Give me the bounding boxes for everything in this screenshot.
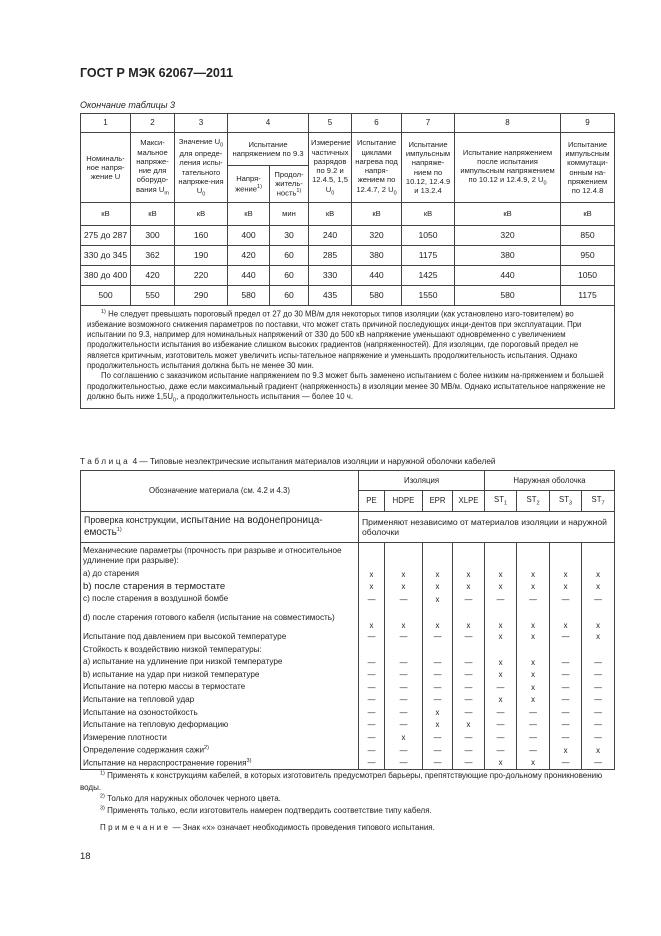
table-cell: x xyxy=(517,568,550,581)
table-cell: 320 xyxy=(455,226,561,246)
table-cell xyxy=(453,643,485,656)
header-post-impulse: Испытание напряжением после испытания импульсным напряжением по 10.12 и 12.4.9, 2 $U_0$ xyxy=(455,133,561,203)
table-cell: — xyxy=(385,593,423,606)
table-cell: 420 xyxy=(131,266,175,286)
table-row xyxy=(81,246,615,266)
row-label: c) после старения в воздушной бомбе xyxy=(81,593,359,606)
table-cell: — xyxy=(385,681,423,694)
table-cell: — xyxy=(359,744,385,757)
row-label: Испытание на озоностойкость xyxy=(81,706,359,719)
row-label: Испытание на тепловой удар xyxy=(81,694,359,707)
table-cell: x xyxy=(359,581,385,594)
table-cell: x xyxy=(485,581,517,594)
table-cell: — xyxy=(485,706,517,719)
table-cell: — xyxy=(550,706,582,719)
table-cell: — xyxy=(385,669,423,682)
table-cell: 580 xyxy=(455,286,561,306)
table-cell: — xyxy=(385,706,423,719)
table-cell: 330 xyxy=(309,266,352,286)
table-cell: x xyxy=(517,581,550,594)
table-cell xyxy=(517,543,550,569)
row-label: а) до старения xyxy=(81,568,359,581)
table-cell: 380 xyxy=(455,246,561,266)
table-cell: 550 xyxy=(131,286,175,306)
table-cell: — xyxy=(385,757,423,770)
table-cell: x xyxy=(550,744,582,757)
table-cell: x xyxy=(485,757,517,770)
table-cell: — xyxy=(485,732,517,745)
col-number: 5 xyxy=(309,114,352,133)
table-cell: x xyxy=(423,568,453,581)
table-row xyxy=(81,757,615,770)
col-number: 4 xyxy=(228,114,309,133)
table-cell: x xyxy=(485,606,517,631)
unit-cell: кВ xyxy=(352,203,402,226)
table-cell: x xyxy=(485,669,517,682)
header-u0: Значение $U_0$ для опреде-ления испы-тательного напряже-ния $U_0$ xyxy=(175,133,228,203)
row-label: Испытание на потерю массы в термостате xyxy=(81,681,359,694)
table-cell: — xyxy=(550,694,582,707)
table-cell: — xyxy=(550,757,582,770)
table-cell: 60 xyxy=(270,286,309,306)
table-cell: — xyxy=(359,719,385,732)
table-cell: — xyxy=(582,669,615,682)
table-cell: x xyxy=(423,606,453,631)
row-label: Испытание на тепловую деформацию xyxy=(81,719,359,732)
table-row xyxy=(81,643,615,656)
table-cell: 362 xyxy=(131,246,175,266)
table-cell: x xyxy=(517,606,550,631)
table-cell: x xyxy=(582,606,615,631)
document-header: ГОСТ Р МЭК 62067—2011 xyxy=(80,66,234,80)
table-cell: — xyxy=(550,669,582,682)
table-cell: — xyxy=(582,681,615,694)
unit-cell: кВ xyxy=(455,203,561,226)
table-cell: x xyxy=(385,606,423,631)
table-cell: — xyxy=(423,631,453,644)
table-cell: — xyxy=(385,744,423,757)
col-number: 2 xyxy=(131,114,175,133)
table-cell xyxy=(517,643,550,656)
table-cell: 500 xyxy=(81,286,131,306)
table-row xyxy=(81,606,615,631)
table-row xyxy=(81,581,615,594)
table-cell: 850 xyxy=(561,226,615,246)
table-cell: — xyxy=(550,719,582,732)
table-cell: — xyxy=(423,694,453,707)
footnote-2: $^{2)}$ Только для наружных оболочек черного цвета. xyxy=(100,793,281,804)
table-cell xyxy=(485,643,517,656)
page-number: 18 xyxy=(80,851,91,862)
table-4-note: Примечание — Знак «x» означает необходимость проведения типового испытания. xyxy=(100,823,435,833)
table-cell: x xyxy=(453,719,485,732)
row-label: Измерение плотности xyxy=(81,732,359,745)
table-row xyxy=(81,656,615,669)
table-row xyxy=(81,732,615,745)
table-cell: — xyxy=(359,669,385,682)
row-label: d) после старения готового кабеля (испытание на совместимость) xyxy=(81,606,359,631)
table-cell: — xyxy=(550,656,582,669)
table-cell: x xyxy=(423,593,453,606)
table-cell: — xyxy=(453,732,485,745)
table-cell: 1425 xyxy=(402,266,455,286)
table-cell xyxy=(359,543,385,569)
construction-check-value: Применяют независимо от материалов изоляции и наружной оболочки xyxy=(359,512,615,543)
table-cell: — xyxy=(453,744,485,757)
table-cell: 275 до 287 xyxy=(81,226,131,246)
material-epr: EPR xyxy=(423,491,453,512)
table-row xyxy=(81,266,615,286)
table-cell xyxy=(385,543,423,569)
table-cell: 30 xyxy=(270,226,309,246)
table-cell: x xyxy=(453,606,485,631)
table-cell: x xyxy=(550,606,582,631)
table-cell: — xyxy=(517,732,550,745)
table-cell: — xyxy=(582,593,615,606)
row-label: b) после старения в термостате xyxy=(81,581,359,594)
col-number: 1 xyxy=(81,114,131,133)
table-row xyxy=(81,694,615,707)
table-cell: x xyxy=(423,719,453,732)
table-cell: — xyxy=(359,681,385,694)
table-cell: x xyxy=(517,757,550,770)
table-cell: — xyxy=(582,719,615,732)
table-cell: — xyxy=(359,757,385,770)
table-cell: — xyxy=(385,631,423,644)
table-cell: x xyxy=(582,744,615,757)
row-label: b) испытание на удар при низкой температуре xyxy=(81,669,359,682)
note-1: $^{1)}$ Не следует превышать пороговый предел от 27 до 30 МВ/м для некоторых типов изоляции (как установлено изго-товителем) во избежание возможного снижения параметров по поставки, что может стать причиной последующих инци-дентов при эксплуатации. При испытании по 9.3, например для номинальных напряжений от 330 до 500 кВ напряжение уменьшают одновременно с увеличением продолжительности испытания во избежание слишком высоких градиентов (напряженностей). Для изоляции, где пороговый предел не является критичным, изготовитель может увеличить испы-тательное напряжение и уменьшить продолжительность испытания. Однако продолжительность испытания должна быть не менее 30 мин. xyxy=(87,309,582,370)
table-cell: 60 xyxy=(270,266,309,286)
header-nominal-voltage: Номиналь-ное напря-жение U xyxy=(81,133,131,203)
insulation-header: Изоляция xyxy=(359,471,485,491)
table-cell: x xyxy=(582,631,615,644)
table-cell: x xyxy=(453,568,485,581)
table-cell: x xyxy=(582,568,615,581)
unit-cell: кВ xyxy=(175,203,228,226)
table-cell: 400 xyxy=(228,226,270,246)
table-cell: 950 xyxy=(561,246,615,266)
table-cell: — xyxy=(485,744,517,757)
header-duration: Продол-житель-ность$^{1)}$ xyxy=(270,166,309,203)
unit-cell: кВ xyxy=(561,203,615,226)
table-cell: x xyxy=(453,581,485,594)
header-switching-impulse: Испытание импульсным коммутаци-онным на-пряжением по 12.4.8 xyxy=(561,133,615,203)
table-cell: 60 xyxy=(270,246,309,266)
table-cell: — xyxy=(453,681,485,694)
table-cell: 435 xyxy=(309,286,352,306)
table-cell: x xyxy=(517,631,550,644)
table-cell: — xyxy=(453,694,485,707)
table-row xyxy=(81,744,615,757)
table-cell xyxy=(582,543,615,569)
table-cell: 300 xyxy=(131,226,175,246)
table-cell: — xyxy=(453,706,485,719)
table-cell: 580 xyxy=(352,286,402,306)
table-cell xyxy=(582,643,615,656)
table-cell: — xyxy=(359,732,385,745)
table-cell: 380 xyxy=(352,246,402,266)
table-cell: — xyxy=(385,656,423,669)
table-cell: — xyxy=(453,593,485,606)
table-row xyxy=(81,593,615,606)
table-cell: — xyxy=(582,706,615,719)
table-cell: — xyxy=(485,593,517,606)
footnote-3: $^{3)}$ Применять только, если изготовитель намерен подтвердить соответствие типу кабеля. xyxy=(100,805,432,815)
material-st1: $ST_1$ xyxy=(485,491,517,512)
table-4-footnotes xyxy=(80,770,614,834)
table-cell: — xyxy=(485,719,517,732)
unit-cell: кВ xyxy=(131,203,175,226)
table-cell: — xyxy=(453,631,485,644)
row-label: Испытание под давлением при высокой температуре xyxy=(81,631,359,644)
table-cell: — xyxy=(517,593,550,606)
table-cell: x xyxy=(359,606,385,631)
table-cell: — xyxy=(550,681,582,694)
header-voltage-test: Испытание напряжением по 9.3 xyxy=(228,133,309,166)
table-cell: x xyxy=(385,581,423,594)
table-cell: x xyxy=(423,706,453,719)
table-row xyxy=(81,669,615,682)
unit-cell: кВ xyxy=(228,203,270,226)
table-cell: 320 xyxy=(352,226,402,246)
table-row xyxy=(81,286,615,306)
table-cell xyxy=(485,543,517,569)
table-continuation-label: Окончание таблицы 3 xyxy=(80,100,175,110)
row-label: Стойкость к воздействию низкой температуры: xyxy=(81,643,359,656)
table-cell: — xyxy=(453,656,485,669)
table-cell: x xyxy=(517,694,550,707)
row-label: Определение содержания сажи$^{2)}$ xyxy=(81,744,359,757)
table-cell: x xyxy=(550,568,582,581)
table-cell: — xyxy=(517,706,550,719)
table-cell: 440 xyxy=(352,266,402,286)
table-cell: — xyxy=(517,744,550,757)
table-cell xyxy=(423,643,453,656)
header-max-voltage: Макси-мальное напряже-ние для оборудо-вания $U_m$ xyxy=(131,133,175,203)
header-impulse: Испытание импульсным напряже-нием по 10.12, 12.4.9 и 13.2.4 xyxy=(402,133,455,203)
table-cell: — xyxy=(582,732,615,745)
material-hdpe: HDPE xyxy=(385,491,423,512)
table-cell: — xyxy=(359,656,385,669)
table-cell: x xyxy=(550,581,582,594)
table-cell: — xyxy=(453,669,485,682)
table-cell: 190 xyxy=(175,246,228,266)
table-cell: — xyxy=(582,757,615,770)
table-cell: — xyxy=(359,631,385,644)
table-cell: 240 xyxy=(309,226,352,246)
table-cell: 290 xyxy=(175,286,228,306)
material-header: Обозначение материала (см. 4.2 и 4.3) xyxy=(81,471,359,512)
table-cell: 580 xyxy=(228,286,270,306)
table-cell: — xyxy=(550,631,582,644)
table-cell: x xyxy=(485,694,517,707)
table-row xyxy=(81,631,615,644)
table-cell: — xyxy=(423,744,453,757)
table-cell: 285 xyxy=(309,246,352,266)
table-cell: — xyxy=(359,706,385,719)
footnote-1: $^{1)}$ Применять к конструкциям кабелей, в которых изготовитель предусмотрел барьеры, препятствующие про-дольному проникновению воды. xyxy=(80,770,603,792)
table-cell: — xyxy=(359,593,385,606)
table-cell: x xyxy=(359,568,385,581)
col-number: 9 xyxy=(561,114,615,133)
table-3-notes xyxy=(81,306,615,409)
table-row xyxy=(81,719,615,732)
unit-cell: кВ xyxy=(81,203,131,226)
table-cell: — xyxy=(550,732,582,745)
table-cell xyxy=(385,643,423,656)
material-st7: $ST_7$ xyxy=(582,491,615,512)
table-cell: — xyxy=(423,732,453,745)
row-label: Испытание на нераспространение горения$^{3)}$ xyxy=(81,757,359,770)
unit-cell: кВ xyxy=(402,203,455,226)
material-st3: $ST_3$ xyxy=(550,491,582,512)
table-row xyxy=(81,568,615,581)
table-cell: — xyxy=(423,757,453,770)
table-cell: 330 до 345 xyxy=(81,246,131,266)
row-label: а) испытание на удлинение при низкой температуре xyxy=(81,656,359,669)
table-cell: 440 xyxy=(228,266,270,286)
table-cell: 440 xyxy=(455,266,561,286)
table-cell: 220 xyxy=(175,266,228,286)
table-cell: 1050 xyxy=(402,226,455,246)
table-cell: — xyxy=(385,694,423,707)
table-cell: x xyxy=(385,568,423,581)
table-cell: 380 до 400 xyxy=(81,266,131,286)
table-row xyxy=(81,226,615,246)
table-cell: — xyxy=(517,719,550,732)
table-cell: — xyxy=(453,757,485,770)
material-pe: PE xyxy=(359,491,385,512)
table-cell: 1050 xyxy=(561,266,615,286)
sheath-header: Наружная оболочка xyxy=(485,471,615,491)
table-4-caption: Таблица 4 — Типовые неэлектрические испытания материалов изоляции и наружной оболочки кабелей xyxy=(80,457,496,466)
table-cell: 1175 xyxy=(561,286,615,306)
table-cell: x xyxy=(517,669,550,682)
table-cell: x xyxy=(485,656,517,669)
table-cell: — xyxy=(423,656,453,669)
table-row xyxy=(81,706,615,719)
table-row xyxy=(81,543,615,569)
header-voltage: Напря-жение$^{1)}$ xyxy=(228,166,270,203)
header-partial-discharge: Измерение частичных разрядов по 9.2 и 12.4.5, 1,5 $U_0$ xyxy=(309,133,352,203)
construction-check-label: Проверка конструкции, испытание на водонепроница-емость$^{1)}$ xyxy=(81,512,359,543)
header-heating-cycle: Испытание циклами нагрева под напря-жением по 12.4.7, 2 $U_0$ xyxy=(352,133,402,203)
table-cell xyxy=(423,543,453,569)
table-cell: 420 xyxy=(228,246,270,266)
col-number: 8 xyxy=(455,114,561,133)
table-cell: x xyxy=(485,631,517,644)
note-2: По соглашению с заказчиком испытание напряжением по 9.3 может быть заменено испытанием с более низким на-пряжением и большей продолжительностью, даже если максимальный градиент (напряженность) в изоляции менее 30 МВ/м. Однако испытательное напряжение не должно быть ниже $1,5U_0$, а продолжительность испытания — более 10 ч. xyxy=(87,371,606,404)
table-cell xyxy=(453,543,485,569)
table-cell: — xyxy=(359,694,385,707)
table-row xyxy=(81,681,615,694)
table-cell xyxy=(550,643,582,656)
table-cell: — xyxy=(423,669,453,682)
table-cell: x xyxy=(517,656,550,669)
table-cell: x xyxy=(385,732,423,745)
unit-cell: мин xyxy=(270,203,309,226)
material-xlpe: XLPE xyxy=(453,491,485,512)
table-cell: 1550 xyxy=(402,286,455,306)
table-cell: — xyxy=(423,681,453,694)
table-cell: — xyxy=(485,681,517,694)
table-cell: 1175 xyxy=(402,246,455,266)
unit-cell: кВ xyxy=(309,203,352,226)
table-cell xyxy=(550,543,582,569)
col-number: 7 xyxy=(402,114,455,133)
table-3 xyxy=(80,113,615,409)
col-number: 6 xyxy=(352,114,402,133)
table-4 xyxy=(80,470,615,770)
table-cell: 160 xyxy=(175,226,228,246)
table-cell: — xyxy=(550,593,582,606)
col-number: 3 xyxy=(175,114,228,133)
table-cell: x xyxy=(423,581,453,594)
table-cell: x xyxy=(485,568,517,581)
table-cell: x xyxy=(517,681,550,694)
table-cell: — xyxy=(582,694,615,707)
row-label: Механические параметры (прочность при разрыве и относительное удлинение при разрыве): xyxy=(81,543,359,569)
table-cell: x xyxy=(582,581,615,594)
table-cell: — xyxy=(385,719,423,732)
table-cell xyxy=(359,643,385,656)
table-cell: — xyxy=(582,656,615,669)
material-st2: $ST_2$ xyxy=(517,491,550,512)
